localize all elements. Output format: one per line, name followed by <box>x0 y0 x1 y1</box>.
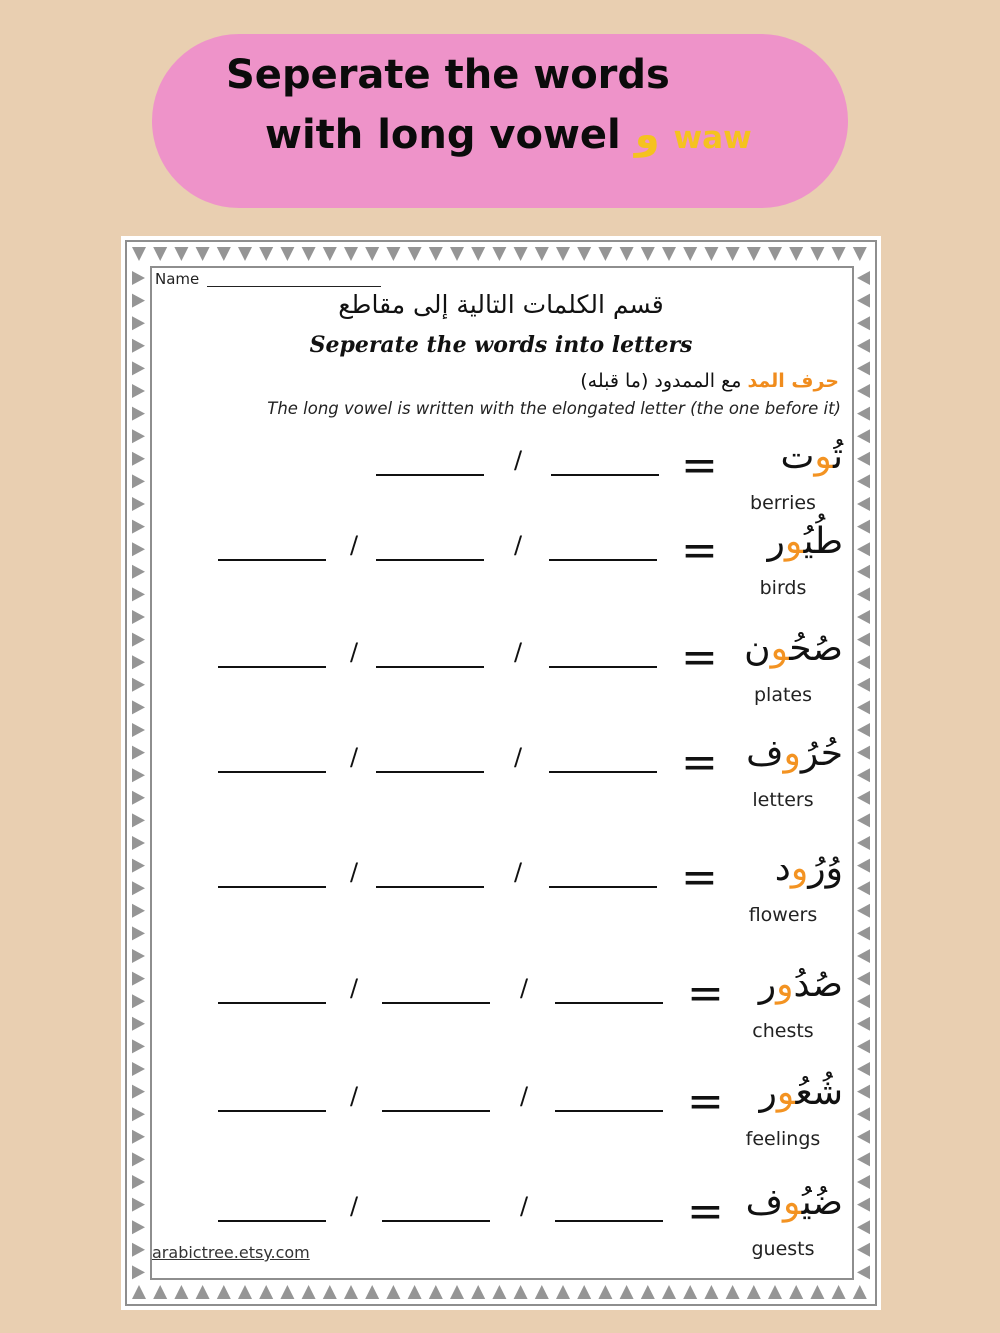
word-part: ر <box>767 521 785 562</box>
answer-blank[interactable] <box>218 666 326 668</box>
answer-blank[interactable] <box>382 1110 490 1112</box>
english-gloss: plates <box>753 684 813 706</box>
word-part: ر <box>759 1072 777 1113</box>
answer-blank[interactable] <box>376 559 484 561</box>
word-part: تُ <box>832 436 843 477</box>
arabic-instruction-title: قسم الكلمات التالية إلى مقاطع <box>338 290 664 319</box>
exercise-row <box>121 848 881 948</box>
answer-blank[interactable] <box>555 1110 663 1112</box>
separator-slash: / <box>514 531 523 559</box>
answer-blank[interactable] <box>376 771 484 773</box>
answer-blank[interactable] <box>218 1002 326 1004</box>
word-part: طُيُ <box>803 521 843 562</box>
separator-slash: / <box>350 974 359 1002</box>
word-part: د <box>774 848 791 889</box>
answer-blank[interactable] <box>382 1002 490 1004</box>
equals-sign: = <box>681 440 718 491</box>
banner-waw-letter: و <box>634 112 660 158</box>
equals-sign: = <box>687 968 724 1019</box>
answer-blank[interactable] <box>549 771 657 773</box>
arabic-word <box>746 733 843 774</box>
separator-slash: / <box>350 531 359 559</box>
separator-slash: / <box>514 638 523 666</box>
arabic-word <box>759 964 843 1005</box>
answer-blank[interactable] <box>218 559 326 561</box>
separator-slash: / <box>514 743 523 771</box>
answer-blank[interactable] <box>549 886 657 888</box>
arabic-subtitle-rest: مع الممدود (ما قبله) <box>580 370 742 392</box>
english-gloss: chests <box>752 1020 814 1042</box>
exercise-row <box>121 628 881 728</box>
answer-blank[interactable] <box>218 771 326 773</box>
long-vowel-waw: و <box>783 733 801 774</box>
word-part: صُدُ <box>793 964 843 1005</box>
answer-blank[interactable] <box>376 886 484 888</box>
answer-blank[interactable] <box>555 1220 663 1222</box>
separator-slash: / <box>350 638 359 666</box>
word-part: ن <box>744 628 771 669</box>
word-part: حُرُ <box>800 733 843 774</box>
answer-blank[interactable] <box>382 1220 490 1222</box>
word-part: صُحُ <box>789 628 843 669</box>
banner-title-line2 <box>265 112 752 158</box>
word-part: وُرُ <box>808 848 843 889</box>
answer-blank[interactable] <box>555 1002 663 1004</box>
separator-slash: / <box>514 858 523 886</box>
separator-slash: / <box>350 858 359 886</box>
english-gloss: feelings <box>745 1128 821 1150</box>
word-part: شُعُ <box>795 1072 843 1113</box>
english-gloss: birds <box>759 577 807 599</box>
exercise-row <box>121 1072 881 1172</box>
separator-slash: / <box>520 1192 529 1220</box>
english-gloss: berries <box>750 492 816 514</box>
exercise-row <box>121 733 881 833</box>
english-instruction-title: Seperate the words into letters <box>309 332 693 358</box>
separator-slash: / <box>350 1082 359 1110</box>
arabic-word <box>744 628 843 669</box>
arabic-subtitle-highlight: حرف المد <box>747 370 839 392</box>
name-field-line[interactable] <box>207 286 381 287</box>
separator-slash: / <box>520 1082 529 1110</box>
long-vowel-waw: و <box>782 1182 802 1223</box>
banner-waw-label: waw <box>673 120 752 156</box>
equals-sign: = <box>681 852 718 903</box>
word-part: ضُيُ <box>801 1182 843 1223</box>
equals-sign: = <box>681 737 718 788</box>
english-subtitle: The long vowel is written with the elongated letter (the one before it) <box>267 399 841 418</box>
exercise-row <box>121 1182 881 1282</box>
name-label: Name <box>155 270 200 288</box>
answer-blank[interactable] <box>218 1110 326 1112</box>
banner-title-line2-text: with long vowel <box>265 112 621 158</box>
exercise-row <box>121 521 881 621</box>
arabic-word <box>775 848 843 889</box>
word-part: ر <box>758 964 777 1005</box>
exercise-row <box>121 964 881 1064</box>
arabic-word <box>746 1182 843 1223</box>
equals-sign: = <box>687 1186 724 1237</box>
separator-slash: / <box>350 1192 359 1220</box>
english-gloss: letters <box>752 789 814 811</box>
equals-sign: = <box>681 525 718 576</box>
answer-blank[interactable] <box>218 886 326 888</box>
english-gloss: flowers <box>748 904 818 926</box>
long-vowel-waw: و <box>770 628 790 669</box>
long-vowel-waw: و <box>776 1072 796 1113</box>
separator-slash: / <box>520 974 529 1002</box>
answer-blank[interactable] <box>376 666 484 668</box>
answer-blank[interactable] <box>549 666 657 668</box>
answer-blank[interactable] <box>551 474 659 476</box>
equals-sign: = <box>681 632 718 683</box>
answer-blank[interactable] <box>376 474 484 476</box>
word-part: ف <box>746 733 784 774</box>
arabic-word <box>767 521 843 562</box>
answer-blank[interactable] <box>218 1220 326 1222</box>
arabic-word <box>780 436 843 477</box>
banner-title-line1: Seperate the words <box>226 52 670 98</box>
answer-blank[interactable] <box>549 559 657 561</box>
separator-slash: / <box>514 446 523 474</box>
footer-link[interactable]: arabictree.etsy.com <box>152 1243 310 1262</box>
worksheet-page <box>121 236 881 1310</box>
arabic-word <box>759 1072 843 1113</box>
long-vowel-waw: و <box>814 436 833 477</box>
english-gloss: guests <box>751 1238 815 1260</box>
long-vowel-waw: و <box>784 521 804 562</box>
equals-sign: = <box>687 1076 724 1127</box>
long-vowel-waw: و <box>790 848 809 889</box>
word-part: ف <box>745 1182 783 1223</box>
separator-slash: / <box>350 743 359 771</box>
word-part: ت <box>780 436 815 477</box>
arabic-subtitle <box>580 370 839 392</box>
long-vowel-waw: و <box>776 964 794 1005</box>
